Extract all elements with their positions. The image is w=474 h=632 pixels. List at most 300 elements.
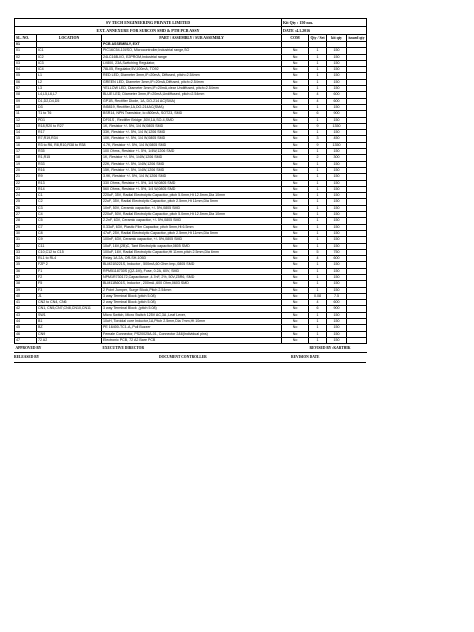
cell-com: No (282, 167, 309, 173)
cell-description: 0.33uF, 63V, Plastic Film Capacitor, pitch 5mm,Ht 6.5mm (102, 224, 282, 230)
cell-sl: 18 (15, 155, 37, 161)
cell-sl: 44 (15, 319, 37, 325)
cell-description: PCB ASSEMBLY, EXT (102, 42, 282, 48)
cell-location: L1 (37, 73, 102, 79)
document-controller: DOCUMENT CONTROLLER (159, 355, 207, 359)
cell-sl: 30 (15, 230, 37, 236)
cell-description: PIC16C54-10I/SO, Microcontroller,Industrial range,SO (102, 48, 282, 54)
cell-qty: 1 (309, 60, 327, 66)
cell-kit-qty: 150 (327, 212, 347, 218)
cell-description: Micro Switch, Micro Switch 125V AC,3A ,Leaf Lever, (102, 312, 282, 318)
cell-com: No (282, 79, 309, 85)
cell-description: Electronic PCB, 72 A2 Bare PCB (102, 337, 282, 343)
revision-date: REVISION DATE (291, 355, 320, 359)
cell-qty: 1 (309, 186, 327, 192)
cell-qty: 1 (309, 281, 327, 287)
cell-location: B1 (37, 319, 102, 325)
cell-location: R33 (37, 161, 102, 167)
cell-description: 330 Ohms, Resistor +/- 5%, 1/4 W,0805 SMD (102, 180, 282, 186)
col-com-header: COM (282, 35, 309, 42)
cell-description: IN5819, Rectifier,1A,DO-214AC(SMA) (102, 104, 282, 110)
cell-com: No (282, 205, 309, 211)
col-qty-header: Qty / Set (310, 36, 325, 40)
cell-description: 2 way Terminal Block (pitch 5.08) (102, 300, 282, 306)
cell-description: RED LED, Diameter 3mm,IF=20mA, Diffused, pitch=2.54mm (102, 73, 282, 79)
cell-location: R1,R15 (37, 155, 102, 161)
cell-location: D3 (37, 104, 102, 110)
cell-sl: 25 (15, 199, 37, 205)
cell-com: No (282, 237, 309, 243)
executive-director: EXECUTIVE DIRECTOR (102, 344, 309, 353)
cell-location: IC2 (37, 54, 102, 60)
cell-sl: 03 (15, 60, 37, 66)
cell-sl: 46 (15, 331, 37, 337)
cell-sl: 17 (15, 149, 37, 155)
cell-sl: 14 (15, 130, 37, 136)
cell-location: SW1 (37, 312, 102, 318)
release-footer (14, 352, 366, 363)
cell-qty: 1 (309, 205, 327, 211)
cell-qty: 1 (309, 237, 327, 243)
cell-kit-qty: 150 (327, 243, 347, 249)
cell-location: R14 (37, 186, 102, 192)
cell-kit-qty: 600 (327, 98, 347, 104)
cell-location: L4,L5,L6,L7 (37, 92, 102, 98)
cell-sl: 04 (15, 67, 37, 73)
cell-com: No (282, 117, 309, 123)
cell-location: C2 (37, 199, 102, 205)
cell-location: L3 (37, 86, 102, 92)
cell-kit-qty: 7.5 (327, 293, 347, 299)
cell-sl: 16 (15, 142, 37, 148)
cell-sl: 35 (15, 262, 37, 268)
cell-location: C1 (37, 193, 102, 199)
bom-table-body (15, 19, 367, 353)
cell-description: 220uF, 35V, Radial Electrolytic Capacitor, pitch 5.0mm,Ht 12.5mm,Dia 10mm (102, 193, 282, 199)
cell-location: F3 (37, 287, 102, 293)
cell-qty: 1 (309, 312, 327, 318)
cell-sl: 22 (15, 180, 37, 186)
cell-description: 3.9K, Resistor +/- 5%, 1/4 W,1206 SMD (102, 174, 282, 180)
cell-sl: 13 (15, 123, 37, 129)
cell-description: 10uF, 16V,(2B)C, Tant Electrolytic capacitor,0805 SMD (102, 243, 282, 249)
cell-location: F2 (37, 274, 102, 280)
cell-com: No (282, 155, 309, 161)
cell-location: C9 (37, 237, 102, 243)
cell-location: R9 (37, 174, 102, 180)
cell-com: No (282, 174, 309, 180)
cell-description: 1K, Resistor +/- 5%, 1/4 W,0805 SMD (102, 123, 282, 129)
cell-qty: 1 (309, 212, 327, 218)
cell-qty: 1 (309, 149, 327, 155)
cell-sl: 29 (15, 224, 37, 230)
cell-kit-qty: 150 (327, 180, 347, 186)
cell-qty: 1 (309, 117, 327, 123)
cell-kit-qty: 150 (327, 331, 347, 337)
cell-kit-qty: 150 (327, 73, 347, 79)
cell-description: NPM1R730172,Capacitance ,4.7nF, 2%, 50V,Z5R6, SMD (102, 274, 282, 280)
cell-qty: 1 (309, 199, 327, 205)
cell-sl: 45 (15, 325, 37, 331)
cell-kit-qty: 150 (327, 319, 347, 325)
cell-kit-qty: 150 (327, 174, 347, 180)
cell-qty: 1 (309, 161, 327, 167)
released-by: RELEASED BY (14, 355, 40, 359)
cell-sl: 01 (15, 42, 37, 48)
cell-sl: 05 (15, 73, 37, 79)
cell-com: No (282, 130, 309, 136)
cell-qty: 1 (309, 274, 327, 280)
cell-com: No (282, 92, 309, 98)
cell-qty: 1 (309, 86, 327, 92)
cell-sl: 07 (15, 86, 37, 92)
cell-sl: 28 (15, 218, 37, 224)
cell-sl: 09 (15, 98, 37, 104)
cell-location: 72 A2 (37, 337, 102, 343)
cell-sl: 43 (15, 312, 37, 318)
cell-com: No (282, 224, 309, 230)
cell-com: No (282, 337, 309, 343)
cell-description: BLM11B601S, Inductor , 200mA ,600 Ohm,0603 SMD (102, 281, 282, 287)
cell-qty: 1 (309, 230, 327, 236)
cell-kit-qty: 150 (327, 218, 347, 224)
cell-sl: 10 (15, 104, 37, 110)
cell-qty: 0.08 (309, 293, 327, 299)
cell-kit-qty: 150 (327, 104, 347, 110)
cell-description: 10uH, Toroidal core Inductor,1A,Pitch 2.5mm,Dia 7mm,Ht 10mm (102, 319, 282, 325)
cell-kit-qty: 600 (327, 256, 347, 262)
cell-com: No (282, 268, 309, 274)
cell-description: GREEN LED, Diameter 3mm,IF=20mA,Diffused, pitch=2.54mm (102, 79, 282, 85)
cell-qty: 1 (309, 73, 327, 79)
cell-description: 10nF, 50V, Ceramic capacitor, +/- 5%,0805 SMD (102, 205, 282, 211)
cell-qty: 1 (309, 180, 327, 186)
cell-com: No (282, 287, 309, 293)
cell-description: DF01S , Rectifier Bridge ,50V,1A,SO-4,SMD (102, 117, 282, 123)
cell-com: No (282, 104, 309, 110)
cell-qty: 4 (309, 300, 327, 306)
cell-location: FZP 2 (37, 262, 102, 268)
cell-com: No (282, 319, 309, 325)
cell-kit-qty: 150 (327, 224, 347, 230)
cell-qty: 1 (309, 48, 327, 54)
cell-com: No (282, 312, 309, 318)
cell-sl: 21 (15, 174, 37, 180)
cell-qty: 1 (309, 224, 327, 230)
cell-description: LV800, 23A,Switching Regulator, (102, 60, 282, 66)
cell-kit-qty: 150 (327, 312, 347, 318)
cell-qty: 1 (309, 268, 327, 274)
cell-location: C5 (37, 218, 102, 224)
cell-sl: 19 (15, 161, 37, 167)
document-date: DATE :4.1.2016 (282, 27, 367, 35)
cell-qty: 1 (309, 319, 327, 325)
cell-com: No (282, 180, 309, 186)
cell-kit-qty: 150 (327, 161, 347, 167)
cell-description: 78L05, Regulator,5V,100mA, TO92 (102, 67, 282, 73)
cell-kit-qty: 150 (327, 79, 347, 85)
cell-location: J1 (37, 293, 102, 299)
cell-description: 100 Ohms, Resistor +/- 5%, 1/4W,1206 SMD (102, 149, 282, 155)
cell-location: CN2 to CN4, CN6 (37, 300, 102, 306)
cell-kit-qty: 150 (327, 262, 347, 268)
cell-location: R16 (37, 167, 102, 173)
cell-kit-qty: 1350 (327, 142, 347, 148)
cell-location: T1 to T6 (37, 111, 102, 117)
cell-sl: 36 (15, 268, 37, 274)
cell-sl: 32 (15, 243, 37, 249)
cell-location: R18,R20 to R27 (37, 123, 102, 129)
cell-location: PD1 (37, 117, 102, 123)
cell-kit-qty: 900 (327, 111, 347, 117)
cell-com: No (282, 60, 309, 66)
cell-location: C3 (37, 205, 102, 211)
cell-description: 3 way Terminal Block (pitch 5.08) (102, 293, 282, 299)
cell-sl: 40 (15, 293, 37, 299)
cell-location: R7,R19,R34 (37, 136, 102, 142)
cell-location: C7 (37, 224, 102, 230)
cell-sl: 06 (15, 79, 37, 85)
cell-kit-qty: 150 (327, 130, 347, 136)
cell-sl: 37 (15, 274, 37, 280)
cell-kit-qty: 750 (327, 249, 347, 255)
cell-com: No (282, 136, 309, 142)
cell-description: 22uF, 35V, Radial Electrolytic Capacitor, pitch 2.5mm,Ht 11mm,Dia 5mm (102, 199, 282, 205)
cell-description: YELLOW LED, Diameter 3mm,IF=20mA,clear Undiffused, pitch=2.54mm (102, 86, 282, 92)
cell-com: No (282, 331, 309, 337)
cell-qty: 1 (309, 174, 327, 180)
cell-qty: 9 (309, 142, 327, 148)
cell-kit-qty: 450 (327, 136, 347, 142)
cell-description: BLUE LED, Diameter 3mm,IF=20mA,Undiffused, pitch=2.54mm (102, 92, 282, 98)
cell-kit-qty: 150 (327, 86, 347, 92)
cell-qty: 1 (309, 79, 327, 85)
cell-description: 220uF, 50V, Radial Electrolytic Capacitor, pitch 5.0mm,Ht 12.5mm,Dia 10mm (102, 212, 282, 218)
cell-com: No (282, 306, 309, 312)
cell-qty: 2 (309, 155, 327, 161)
cell-description: 100uF, 16V, Radial Electrolytic Capacitor,Ht 11mm,pitch 2.5mm,Dia 6mm (102, 249, 282, 255)
cell-com: No (282, 86, 309, 92)
cell-description: 4.7K, Resistor +/- 5%, 1/4 W,0805 SMD (102, 142, 282, 148)
cell-sl: 15 (15, 136, 37, 142)
cell-location: L2 (37, 79, 102, 85)
cell-kit-qty: 900 (327, 306, 347, 312)
cell-com: No (282, 111, 309, 117)
cell-qty: 4 (309, 256, 327, 262)
cell-kit-qty: 600 (327, 92, 347, 98)
cell-description: BSR14, NPN Transistor, Ic=800mA, SOT23, SMD (102, 111, 282, 117)
cell-sl: 33 (15, 249, 37, 255)
cell-com: No (282, 249, 309, 255)
bom-table (14, 18, 367, 353)
cell-kit-qty: 600 (327, 300, 347, 306)
cell-qty: 1 (309, 67, 327, 73)
cell-qty: 1 (309, 325, 327, 331)
cell-kit-qty: 150 (327, 167, 347, 173)
annexure-title: EXT. ANNEXURE FOR SUBCON SMD & PTH PCB ASSY (15, 27, 282, 35)
cell-sl: 02 (15, 54, 37, 60)
kit-qty: Kit Qty : 150 nos. (282, 19, 367, 27)
cell-kit-qty: 150 (327, 67, 347, 73)
cell-sl: 20 (15, 167, 37, 173)
cell-sl: 42 (15, 306, 37, 312)
cell-location: IC4 (37, 67, 102, 73)
cell-kit-qty: 150 (327, 268, 347, 274)
cell-qty: 1 (309, 218, 327, 224)
cell-kit-qty: 150 (327, 205, 347, 211)
company-name: SV TECH ENGINEERING PRIVATE LIMITED (15, 19, 282, 27)
cell-com: No (282, 230, 309, 236)
cell-description: 1K, Resistor +/- 5%, 1/4W,1206 SMD (102, 155, 282, 161)
cell-location: R13 (37, 180, 102, 186)
cell-sl: 38 (15, 281, 37, 287)
cell-description: BLM21B221S, Inductor , 500mA,60 Ohm Imp.,0805 SMD (102, 262, 282, 268)
cell-location: R3 to R6, R8,R10,R38 to R38 (37, 142, 102, 148)
cell-qty: 5 (309, 249, 327, 255)
cell-location: R35 (37, 149, 102, 155)
cell-sl: 27 (15, 212, 37, 218)
cell-location: CN1, CN5,CN7,CN8,CN10,CN11 (37, 306, 102, 312)
col-kit-header: kit qty (327, 35, 347, 42)
cell-qty: 1 (309, 130, 327, 136)
cell-qty: 1 (309, 337, 327, 343)
cell-qty: 9 (309, 123, 327, 129)
cell-description: 3 way Terminal Block ,(pitch 5.08) (102, 306, 282, 312)
cell-location: BZ (37, 325, 102, 331)
cell-kit-qty: 150 (327, 48, 347, 54)
cell-qty: 4 (309, 98, 327, 104)
col-part-header: PART / ASSEMBLY / SUB ASSEMBLY (102, 35, 282, 42)
cell-com: No (282, 262, 309, 268)
cell-sl: 12 (15, 117, 37, 123)
cell-com: No (282, 199, 309, 205)
company-row (15, 19, 367, 27)
cell-description: 15K, Resistor +/- 5%, 1/4W,1206 SMD (102, 167, 282, 173)
cell-description: PE 16400-TC1-A,,Pull Buzzer (102, 325, 282, 331)
cell-sl: 01 (15, 48, 37, 54)
cell-com: No (282, 73, 309, 79)
cell-location: RL1 to RL4 (37, 256, 102, 262)
cell-location: R17 (37, 130, 102, 136)
cell-kit-qty: 150 (327, 199, 347, 205)
cell-com: No (282, 218, 309, 224)
cell-sl: 26 (15, 205, 37, 211)
col-issued-header: issued qty (348, 36, 365, 40)
cell-location: C8 (37, 230, 102, 236)
cell-com: No (282, 243, 309, 249)
cell-com: No (282, 274, 309, 280)
cell-qty: 1 (309, 331, 327, 337)
cell-sl: 41 (15, 300, 37, 306)
cell-location: C11 (37, 243, 102, 249)
cell-sl: 34 (15, 256, 37, 262)
cell-sl: 23 (15, 186, 37, 192)
cell-description: 22K, Resistor +/- 5%, 1/4W,1206 SMD (102, 161, 282, 167)
annexure-row (15, 27, 367, 35)
cell-com: No (282, 186, 309, 192)
cell-qty: 6 (309, 306, 327, 312)
cell-sl: 31 (15, 237, 37, 243)
cell-com: No (282, 161, 309, 167)
cell-kit-qty: 1350 (327, 123, 347, 129)
cell-com: No (282, 256, 309, 262)
cell-kit-qty: 150 (327, 54, 347, 60)
cell-com: No (282, 54, 309, 60)
cell-qty: 1 (309, 167, 327, 173)
bom-sheet (14, 18, 366, 353)
cell-location: IC3 (37, 60, 102, 66)
cell-kit-qty: 150 (327, 237, 347, 243)
cell-qty: 1 (309, 243, 327, 249)
cell-com: No (282, 123, 309, 129)
cell-sl: 24 (15, 193, 37, 199)
cell-description: 100nF, 63V, Ceramic capacitor, +/- 5%,0805 SMD (102, 237, 282, 243)
col-sl-header: SL. NO. (15, 35, 37, 42)
cell-qty: 1 (309, 104, 327, 110)
cell-com: No (282, 300, 309, 306)
revised-by: REVISED BY :KARTHIK (309, 344, 367, 353)
cell-com: No (282, 98, 309, 104)
cell-qty: 1 (309, 193, 327, 199)
cell-kit-qty: 150 (327, 230, 347, 236)
cell-qty: 1 (309, 262, 327, 268)
cell-sl: 08 (15, 92, 37, 98)
cell-com: No (282, 67, 309, 73)
cell-kit-qty: 150 (327, 117, 347, 123)
cell-com: No (282, 142, 309, 148)
cell-description: GP1B, Rectifier Diode, 1A, DO-214 AC(SMA) (102, 98, 282, 104)
cell-location: C4 (37, 212, 102, 218)
cell-qty: 1 (309, 287, 327, 293)
cell-kit-qty: 150 (327, 274, 347, 280)
cell-description: 2.2nF, 63V, Ceramic capacitor, +/- 5%,0805 SMD (102, 218, 282, 224)
cell-sl: 47 (15, 337, 37, 343)
cell-com: No (282, 149, 309, 155)
cell-com: No (282, 293, 309, 299)
col-location-header: LOCATION (37, 35, 102, 42)
cell-location: F1 (37, 268, 102, 274)
cell-description: 560 Ohms, Resistor +/- 5%, 1/4 W,0805 SMD (102, 186, 282, 192)
cell-qty: 4 (309, 92, 327, 98)
cell-com: No (282, 325, 309, 331)
cell-kit-qty: 150 (327, 149, 347, 155)
cell-description: 2 Point Jumper, Surge Block,Pitch 2.54mm (102, 287, 282, 293)
cell-description: 33K, Resistor +/- 5%, 1/4 W,1206 SMD (102, 130, 282, 136)
cell-location: D1,D2,D4,D5 (37, 98, 102, 104)
cell-description: Relay 1A 2A, OR-SH-105D (102, 256, 282, 262)
cell-location: IC1 (37, 48, 102, 54)
cell-kit-qty: 150 (327, 281, 347, 287)
cell-kit-qty: 150 (327, 337, 347, 343)
cell-description: Female Connector, PS20025A-01, Connector 2&6(Individual pins) (102, 331, 282, 337)
cell-description: 47uF, 25V, Radial Electrolytic Capacitor, pitch 2.5mm,Ht 11mm,Dia 5mm (102, 230, 282, 236)
cell-location: C10,C12 to C15 (37, 249, 102, 255)
cell-qty: 3 (309, 136, 327, 142)
cell-description: RPM5118730S (QZ-1M), Fuse, 0.2A, 60V, SMD (102, 268, 282, 274)
cell-kit-qty: 300 (327, 155, 347, 161)
cell-kit-qty: 150 (327, 193, 347, 199)
cell-description: 24LC16B-I/O, E2PROM,Industrial range (102, 54, 282, 60)
cell-location: F5 (37, 281, 102, 287)
cell-com: No (282, 193, 309, 199)
cell-com: No (282, 48, 309, 54)
column-header-row (15, 35, 367, 42)
cell-kit-qty: 150 (327, 287, 347, 293)
cell-description: 10K, Resistor +/- 5%, 1/4 W,0805 SMD (102, 136, 282, 142)
cell-kit-qty: 150 (327, 186, 347, 192)
cell-com: No (282, 212, 309, 218)
approved-by: APPROVED BY (15, 344, 102, 353)
